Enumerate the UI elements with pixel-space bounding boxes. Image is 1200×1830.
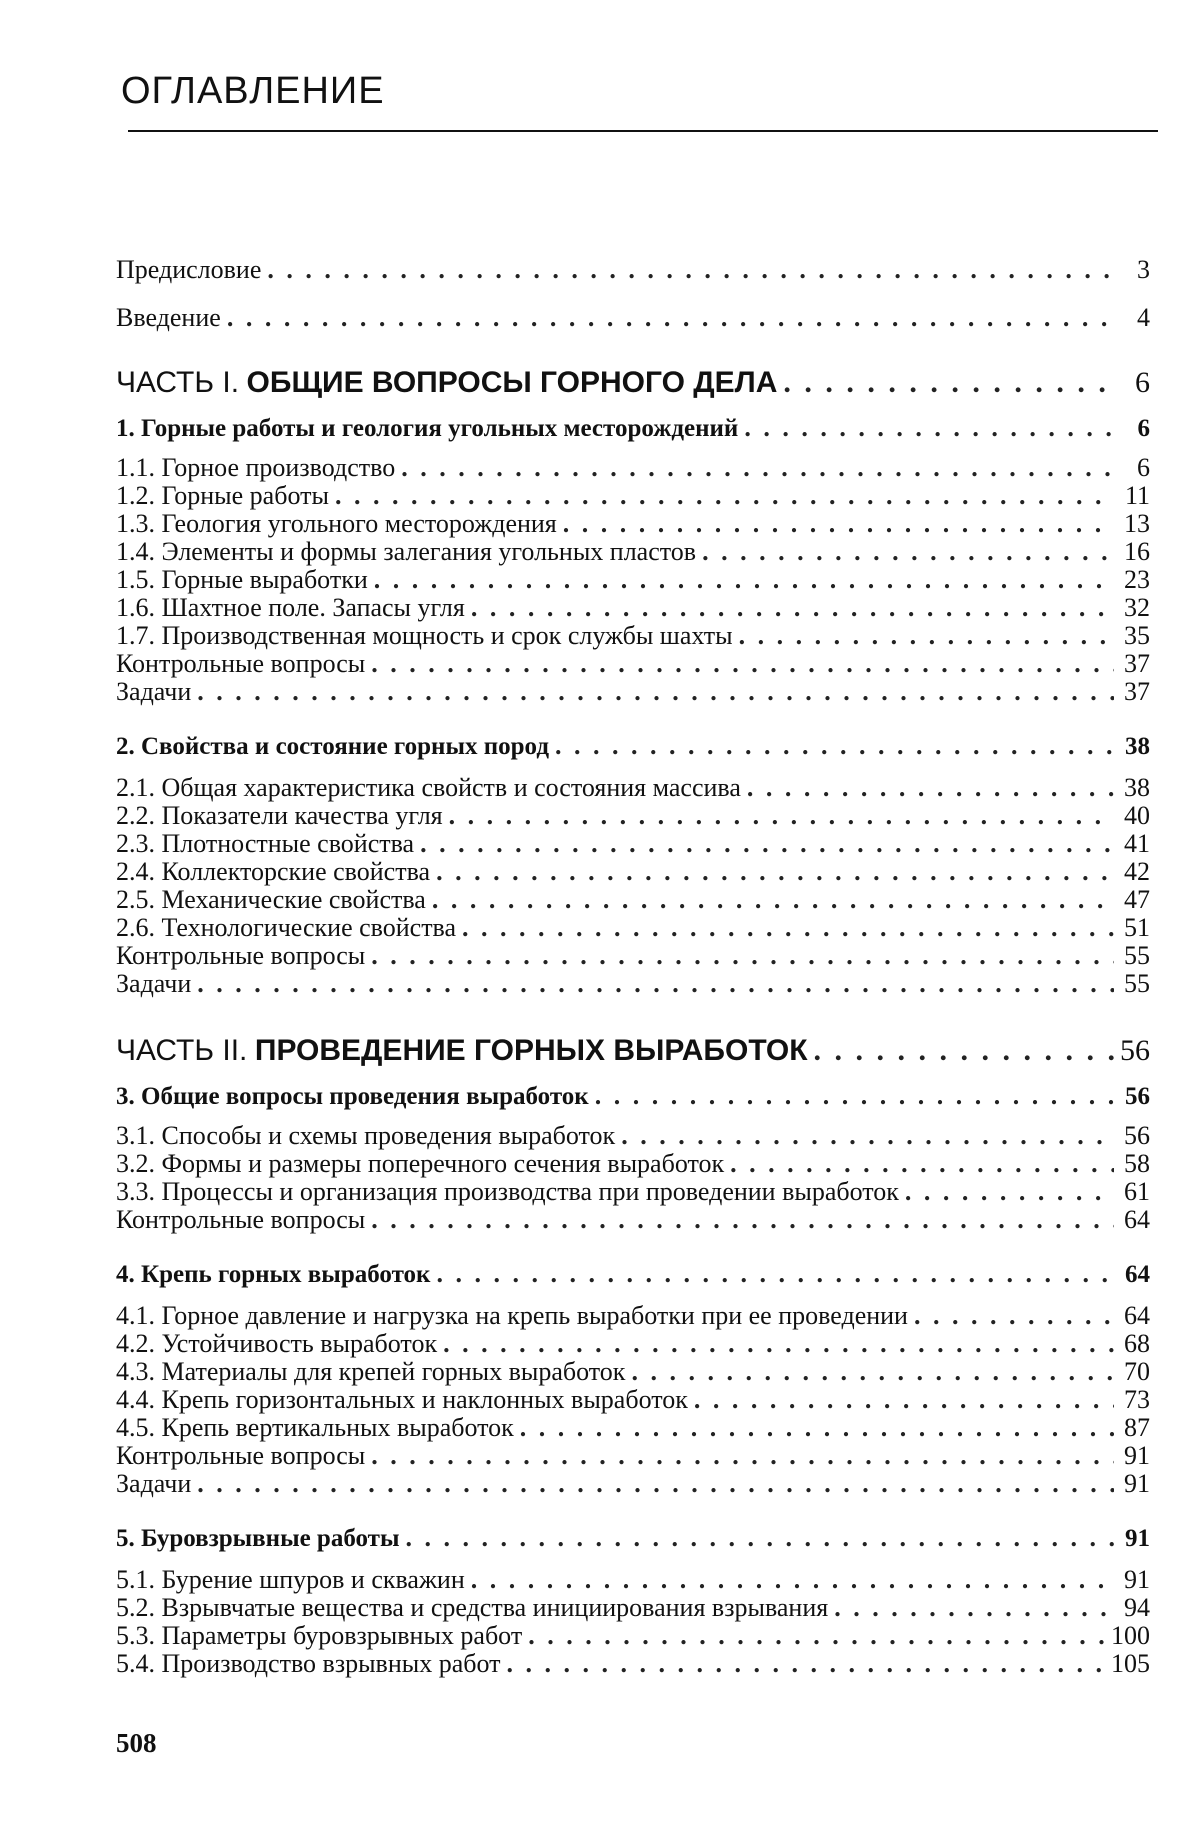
toc-entry-page: 91 [1125, 1525, 1150, 1552]
toc-entry[interactable] [116, 802, 1150, 830]
dot-leader [371, 650, 1114, 678]
toc-entry[interactable] [116, 1302, 1150, 1330]
toc-entry-title: 5.2. Взрывчатые вещества и средства инициирования взрывания [116, 1593, 829, 1622]
dot-leader [197, 678, 1114, 706]
toc-entry-title: 2.1. Общая характеристика свойств и состояния массива [116, 773, 741, 802]
toc-entry-title: 1.7. Производственная мощность и срок службы шахты [116, 621, 733, 650]
dot-leader [528, 1622, 1105, 1650]
toc-entry[interactable] [116, 538, 1150, 566]
section-title: 1. Горные работы и геология угольных месторождений [116, 415, 739, 442]
toc-section-3[interactable] [116, 1082, 1150, 1110]
toc-entry[interactable] [116, 1122, 1150, 1150]
toc-entry-title: 3.3. Процессы и организация производства при проведении выработок [116, 1177, 899, 1206]
toc-section-5[interactable] [116, 1524, 1150, 1552]
toc-entry-page: 55 [1124, 941, 1150, 970]
toc-entry-title: 2.6. Технологические свойства [116, 913, 457, 942]
dot-leader [420, 830, 1114, 858]
page-title: ОГЛАВЛЕНИЕ [121, 70, 385, 112]
toc-entry-title: 2.4. Коллекторские свойства [116, 857, 431, 886]
part-title: ПРОВЕДЕНИЕ ГОРНЫХ ВЫРАБОТОК [254, 1034, 808, 1067]
toc-entry[interactable] [116, 594, 1150, 622]
toc-entry[interactable] [116, 886, 1150, 914]
toc-entry-title: 1.5. Горные выработки [116, 565, 368, 594]
part-title: ОБЩИЕ ВОПРОСЫ ГОРНОГО ДЕЛА [246, 366, 778, 399]
toc-entry-introduction[interactable] [116, 304, 1150, 332]
section-title: 2. Свойства и состояние горных пород [116, 733, 549, 760]
dot-leader [621, 1122, 1114, 1150]
toc-entry[interactable] [116, 622, 1150, 650]
toc-entry[interactable] [116, 858, 1150, 886]
toc-entry-title: 5.3. Параметры буровзрывных работ [116, 1621, 523, 1650]
toc-part-1[interactable] [116, 366, 1150, 400]
toc-entry-title: 2.2. Показатели качества угля [116, 801, 443, 830]
toc-entry-title: 1.3. Геология угольного месторождения [116, 509, 557, 538]
dot-leader [747, 774, 1114, 802]
dot-leader [563, 510, 1114, 538]
toc-entry-page: 38 [1125, 733, 1150, 760]
toc-entry-title: 2.5. Механические свойства [116, 885, 426, 914]
toc-entry-title: 5.1. Бурение шпуров и скважин [116, 1565, 465, 1594]
dot-leader [744, 414, 1114, 442]
toc-entry-page: 91 [1124, 1441, 1150, 1470]
section-title: 3. Общие вопросы проведения выработок [116, 1083, 589, 1110]
dot-leader [436, 858, 1114, 886]
toc-entry[interactable] [116, 1622, 1150, 1650]
dot-leader [371, 942, 1114, 970]
toc-entry-page: 64 [1124, 1301, 1150, 1330]
toc-section-4[interactable] [116, 1260, 1150, 1288]
toc-entry-page: 56 [1124, 1121, 1150, 1150]
toc-entry-page: 58 [1124, 1149, 1150, 1178]
toc-entry[interactable] [116, 774, 1150, 802]
toc-entry-page: 61 [1124, 1177, 1150, 1206]
toc-entry-title: Контрольные вопросы [116, 1205, 366, 1234]
toc-entry-page: 6 [1137, 415, 1150, 442]
toc-entry-page: 56 [1125, 1083, 1150, 1110]
toc-entry[interactable] [116, 510, 1150, 538]
toc-entry-page: 47 [1124, 885, 1150, 914]
toc-entry-title: 1.6. Шахтное поле. Запасы угля [116, 593, 465, 622]
toc-entry-page: 4 [1137, 303, 1150, 332]
part-label: ЧАСТЬ II. [116, 1034, 248, 1067]
toc-entry-page: 23 [1124, 565, 1150, 594]
toc-entry[interactable] [116, 1470, 1150, 1498]
toc-entry-page: 41 [1124, 829, 1150, 858]
toc-entry-page: 87 [1124, 1413, 1150, 1442]
dot-leader [449, 802, 1114, 830]
toc-entry-page: 40 [1124, 801, 1150, 830]
toc-entry-title: Контрольные вопросы [116, 1441, 366, 1470]
dot-leader [471, 1566, 1114, 1594]
toc-entry[interactable] [116, 1358, 1150, 1386]
toc-part-2[interactable] [116, 1034, 1150, 1068]
page-number: 508 [116, 1728, 157, 1758]
toc-entry-title: Контрольные вопросы [116, 649, 366, 678]
dot-leader [507, 1650, 1105, 1678]
toc-entry-page: 91 [1124, 1469, 1150, 1498]
dot-leader [432, 886, 1114, 914]
toc-entry-page: 91 [1124, 1565, 1150, 1594]
toc-entry-page: 6 [1135, 366, 1150, 399]
toc-entry-page: 13 [1124, 509, 1150, 538]
toc-entry-page: 42 [1124, 857, 1150, 886]
toc-entry[interactable] [116, 1650, 1150, 1678]
dot-leader [197, 970, 1114, 998]
toc-entry[interactable] [116, 1442, 1150, 1470]
toc-entry[interactable] [116, 942, 1150, 970]
dot-leader [401, 454, 1114, 482]
toc-entry[interactable] [116, 1594, 1150, 1622]
toc-entry-title: 1.1. Горное производство [116, 453, 396, 482]
toc-entry-title: 3.2. Формы и размеры поперечного сечения выработок [116, 1149, 725, 1178]
toc-entry[interactable] [116, 482, 1150, 510]
toc-entry[interactable] [116, 650, 1150, 678]
dot-leader [462, 914, 1114, 942]
dot-leader [739, 622, 1114, 650]
heading-divider [128, 130, 1158, 132]
dot-leader [595, 1082, 1114, 1110]
table-of-contents [116, 256, 1150, 1678]
toc-entry-page: 37 [1124, 677, 1150, 706]
dot-leader [730, 1150, 1114, 1178]
dot-leader [197, 1470, 1114, 1498]
toc-entry[interactable] [116, 566, 1150, 594]
toc-entry-title: 1.4. Элементы и формы залегания угольных пластов [116, 537, 697, 566]
toc-entry[interactable] [116, 1178, 1150, 1206]
toc-section-1[interactable] [116, 414, 1150, 442]
toc-entry-page: 70 [1124, 1357, 1150, 1386]
toc-entry[interactable] [116, 970, 1150, 998]
dot-leader [905, 1178, 1114, 1206]
toc-entry[interactable] [116, 454, 1150, 482]
toc-entry-title: 4.5. Крепь вертикальных выработок [116, 1413, 514, 1442]
toc-entry-page: 68 [1124, 1329, 1150, 1358]
dot-leader [783, 366, 1114, 400]
dot-leader [405, 1524, 1114, 1552]
section-title: 4. Крепь горных выработок [116, 1261, 431, 1288]
dot-leader [335, 482, 1114, 510]
dot-leader [555, 732, 1114, 760]
toc-entry-page: 6 [1137, 453, 1150, 482]
toc-entry-title: 4.2. Устойчивость выработок [116, 1329, 438, 1358]
dot-leader [631, 1358, 1114, 1386]
toc-entry-title: 1.2. Горные работы [116, 481, 329, 510]
dot-leader [520, 1414, 1114, 1442]
toc-entry-page: 73 [1124, 1385, 1150, 1414]
toc-entry-page: 51 [1124, 913, 1150, 942]
toc-entry[interactable] [116, 1150, 1150, 1178]
toc-entry-page: 32 [1124, 593, 1150, 622]
section-title: 5. Буровзрывные работы [116, 1525, 400, 1552]
toc-entry-title: 3.1. Способы и схемы проведения выработок [116, 1121, 616, 1150]
toc-entry-title: 4.4. Крепь горизонтальных и наклонных выработок [116, 1385, 688, 1414]
toc-entry-page: 94 [1124, 1593, 1150, 1622]
toc-entry-page: 16 [1124, 537, 1150, 566]
toc-entry-page: 3 [1137, 255, 1150, 284]
toc-entry[interactable] [116, 1414, 1150, 1442]
toc-entry-title: 5.4. Производство взрывных работ [116, 1649, 501, 1678]
toc-entry-page: 105 [1111, 1649, 1150, 1678]
toc-entry-page: 56 [1120, 1034, 1150, 1067]
toc-entry-title: Задачи [116, 1469, 192, 1498]
toc-entry-page: 55 [1124, 969, 1150, 998]
toc-entry[interactable] [116, 1330, 1150, 1358]
toc-entry[interactable] [116, 1206, 1150, 1234]
toc-entry-title: Предисловие [116, 255, 262, 284]
toc-entry-page: 100 [1111, 1621, 1150, 1650]
dot-leader [694, 1386, 1114, 1414]
toc-entry-title: Задачи [116, 969, 192, 998]
toc-entry[interactable] [116, 1566, 1150, 1594]
toc-entry-title: Задачи [116, 677, 192, 706]
toc-entry[interactable] [116, 830, 1150, 858]
dot-leader [374, 566, 1114, 594]
dot-leader [471, 594, 1114, 622]
toc-entry-title: Введение [116, 303, 221, 332]
dot-leader [814, 1034, 1114, 1068]
toc-entry[interactable] [116, 1386, 1150, 1414]
toc-entry-page: 38 [1124, 773, 1150, 802]
dot-leader [371, 1442, 1114, 1470]
toc-entry[interactable] [116, 914, 1150, 942]
toc-entry-title: 4.3. Материалы для крепей горных выработок [116, 1357, 626, 1386]
part-label: ЧАСТЬ I. [116, 366, 240, 399]
toc-entry-page: 11 [1124, 481, 1150, 510]
dot-leader [227, 304, 1114, 332]
dot-leader [914, 1302, 1114, 1330]
dot-leader [702, 538, 1114, 566]
toc-entry-page: 35 [1124, 621, 1150, 650]
toc-entry-page: 64 [1124, 1205, 1150, 1234]
toc-section-2[interactable] [116, 732, 1150, 760]
dot-leader [443, 1330, 1114, 1358]
toc-entry-title: Контрольные вопросы [116, 941, 366, 970]
toc-entry-title: 4.1. Горное давление и нагрузка на крепь выработки при ее проведении [116, 1301, 908, 1330]
toc-entry-page: 64 [1125, 1261, 1150, 1288]
toc-entry[interactable] [116, 678, 1150, 706]
toc-entry-title: 2.3. Плотностные свойства [116, 829, 415, 858]
dot-leader [371, 1206, 1114, 1234]
dot-leader [436, 1260, 1114, 1288]
toc-entry-preface[interactable] [116, 256, 1150, 284]
dot-leader [834, 1594, 1114, 1622]
dot-leader [267, 256, 1114, 284]
toc-entry-page: 37 [1124, 649, 1150, 678]
